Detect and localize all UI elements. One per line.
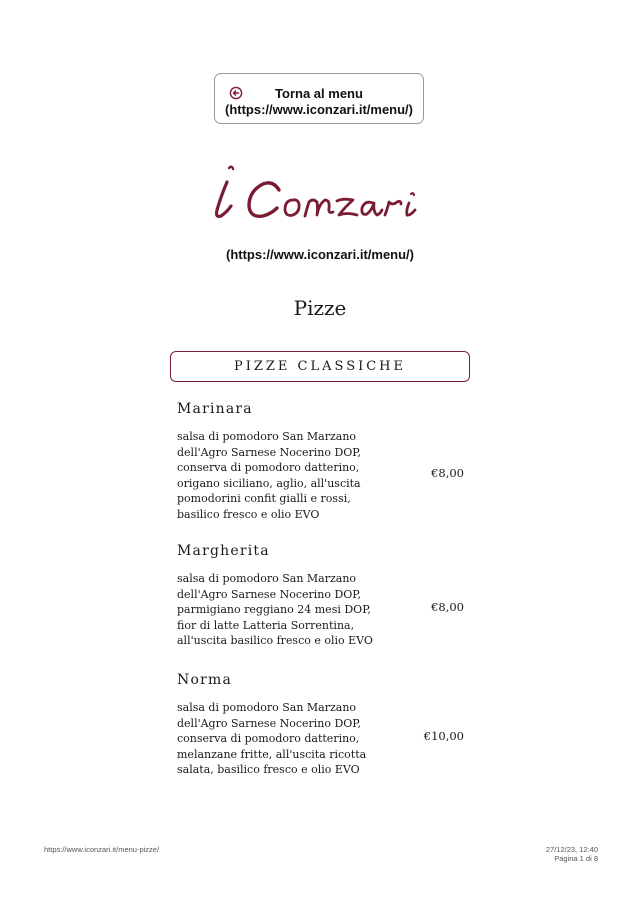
description-line: origano siciliano, aglio, all'uscita: [177, 476, 361, 490]
description-line: dell'Agro Sarnese Nocerino DOP,: [177, 445, 361, 459]
footer-datetime: 27/12/23, 12:40: [545, 845, 598, 854]
footer-meta: [546, 845, 598, 863]
description-line: fior di latte Latteria Sorrentina,: [177, 618, 355, 632]
item-description: [177, 571, 377, 649]
description-line: dell'Agro Sarnese Nocerino DOP,: [177, 716, 361, 730]
back-to-menu-label: Torna al menu: [275, 86, 363, 101]
description-line: dell'Agro Sarnese Nocerino DOP,: [177, 587, 361, 601]
page-title: Pizze: [293, 296, 347, 320]
item-description: [177, 700, 377, 778]
back-to-menu-link[interactable]: [214, 73, 424, 124]
menu-item-marinara: [177, 401, 472, 521]
footer-url: https://www.iconzari.it/menu-pizze/: [44, 845, 160, 854]
item-description: [177, 429, 377, 522]
item-name: Norma: [177, 672, 232, 688]
description-line: salsa di pomodoro San Marzano: [177, 701, 357, 714]
logo-url-link[interactable]: (https://www.iconzari.it/menu/): [225, 247, 415, 262]
item-price: €8,00: [431, 600, 464, 614]
description-line: salsa di pomodoro San Marzano: [177, 572, 357, 585]
description-line: melanzane fritte, all'uscita ricotta: [177, 747, 367, 761]
item-name: Marinara: [177, 401, 253, 417]
description-line: all'uscita basilico fresco e olio EVO: [177, 634, 373, 647]
item-name: Margherita: [177, 543, 270, 559]
section-header: PIZZE CLASSICHE: [170, 351, 470, 382]
item-price: €10,00: [423, 729, 464, 743]
footer-page-number: Pagina 1 di 8: [554, 854, 598, 863]
description-line: salsa di pomodoro San Marzano: [177, 430, 357, 443]
menu-item-norma: [177, 672, 472, 776]
description-line: parmigiano reggiano 24 mesi DOP,: [177, 603, 371, 616]
description-line: pomodorini confit gialli e rossi,: [177, 492, 351, 505]
description-line: conserva di pomodoro datterino,: [177, 461, 360, 474]
description-line: conserva di pomodoro datterino,: [177, 732, 360, 745]
back-to-menu-url: (https://www.iconzari.it/menu/): [224, 102, 414, 117]
description-line: basilico fresco e olio EVO: [177, 507, 320, 521]
description-line: salata, basilico fresco e olio EVO: [177, 763, 360, 776]
i-conzari-logo[interactable]: [205, 160, 440, 230]
menu-item-margherita: [177, 543, 472, 647]
item-price: €8,00: [431, 466, 464, 480]
